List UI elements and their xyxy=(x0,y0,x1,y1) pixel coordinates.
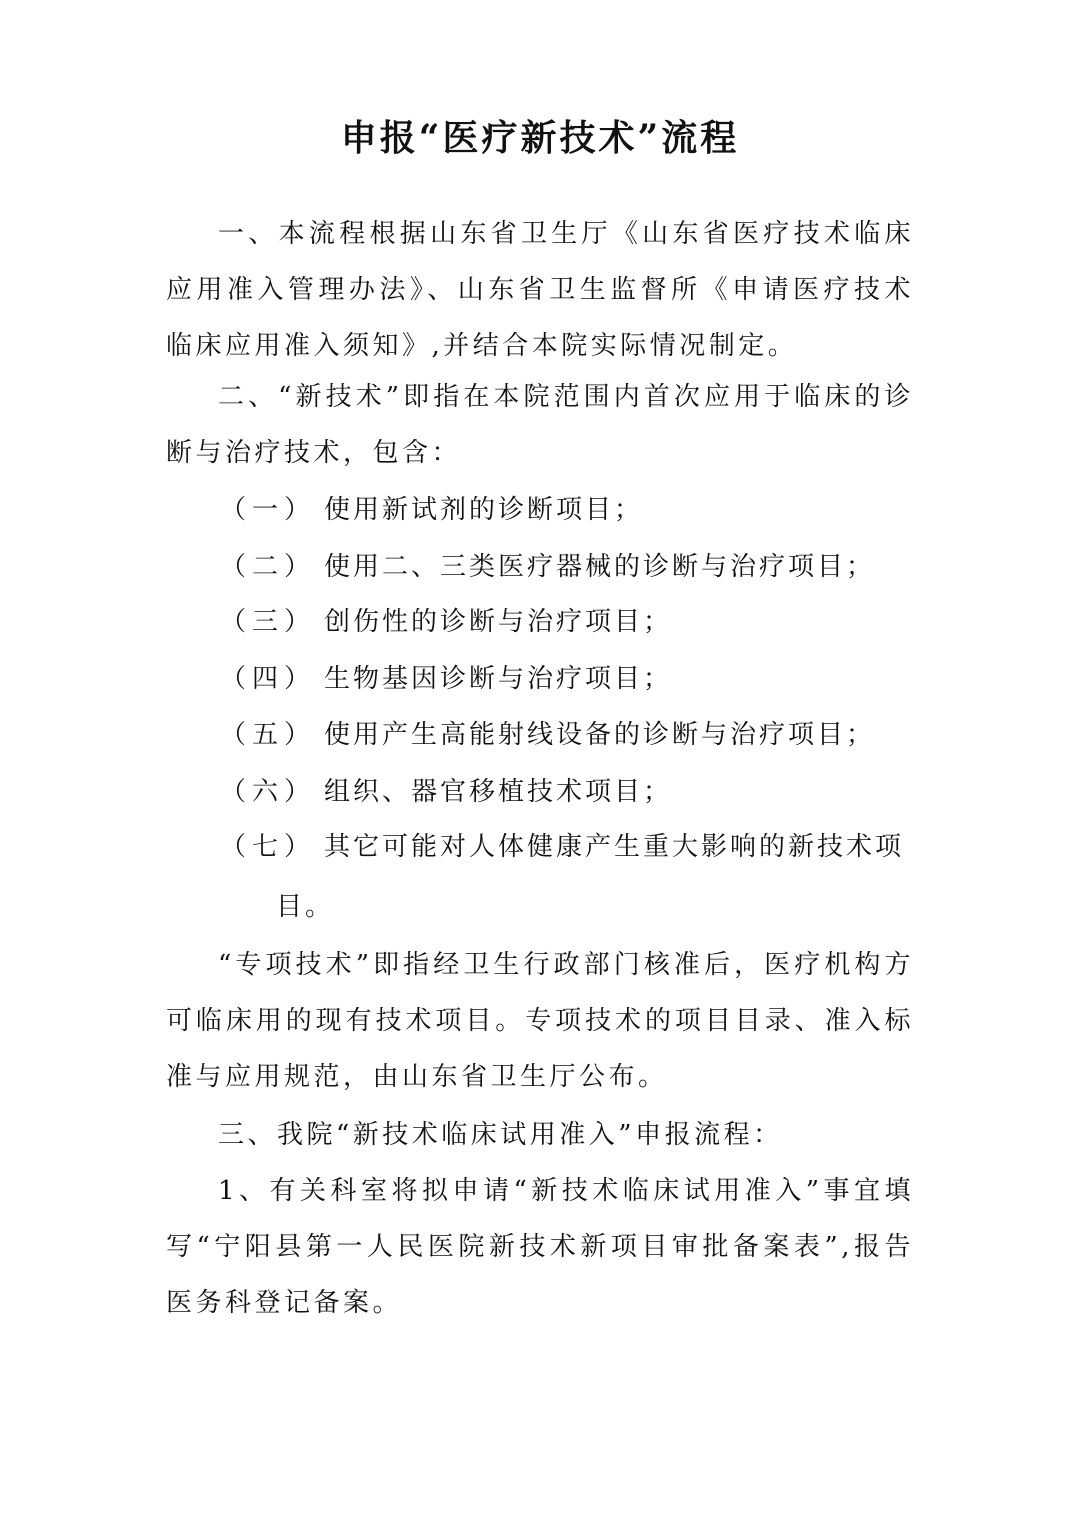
list-item xyxy=(220,819,914,875)
section-2-intro: 二、“新技术”即指在本院范围内首次应用于临床的诊断与治疗技术，包含： xyxy=(166,382,914,468)
list-item-number: （五） xyxy=(220,720,317,750)
step-1-paragraph: 1、有关科室将拟申请“新技术临床试用准入”事宜填写“宁阳县第一人民医院新技术新项目审批备案表”,报告医务科登记备案。 xyxy=(166,1176,914,1318)
list-item-text: 其它可能对人体健康产生重大影响的新技术项 xyxy=(324,832,905,862)
list-item xyxy=(220,764,914,820)
list-item xyxy=(220,482,914,538)
list-item xyxy=(220,539,914,595)
list-item-number: （四） xyxy=(220,664,317,694)
special-technology-paragraph: “专项技术”即指经卫生行政部门核准后，医疗机构方可临床用的现有技术项目。专项技术的项目目录、准入标准与应用规范，由山东省卫生厅公布。 xyxy=(166,950,914,1092)
list-item xyxy=(220,651,914,707)
list-item xyxy=(220,594,914,650)
list-item-text: 使用二、三类医疗器械的诊断与治疗项目； xyxy=(324,552,876,582)
section-3-heading: 三、我院“新技术临床试用准入”申报流程： xyxy=(218,1120,783,1150)
list-item-text: 使用产生高能射线设备的诊断与治疗项目； xyxy=(324,720,876,750)
list-item-continuation: 目。 xyxy=(276,892,335,922)
list-item xyxy=(220,707,914,763)
list-item-number: （七） xyxy=(220,832,317,862)
list-item-text: 生物基因诊断与治疗项目； xyxy=(324,664,673,694)
list-item-text: 使用新试剂的诊断项目； xyxy=(324,495,644,525)
list-item-number: （三） xyxy=(220,607,317,637)
list-item-number: （二） xyxy=(220,552,317,582)
list-item-number: （一） xyxy=(220,495,317,525)
section-1-paragraph: 一、本流程根据山东省卫生厅《山东省医疗技术临床应用准入管理办法》、山东省卫生监督所《申请医疗技术临床应用准入须知》,并结合本院实际情况制定。 xyxy=(166,219,914,361)
list-item-text: 组织、器官移植技术项目； xyxy=(324,777,673,807)
list-item-text: 创伤性的诊断与治疗项目； xyxy=(324,607,673,637)
list-item-number: （六） xyxy=(220,777,317,807)
document-title: 申报“医疗新技术”流程 xyxy=(340,117,740,159)
